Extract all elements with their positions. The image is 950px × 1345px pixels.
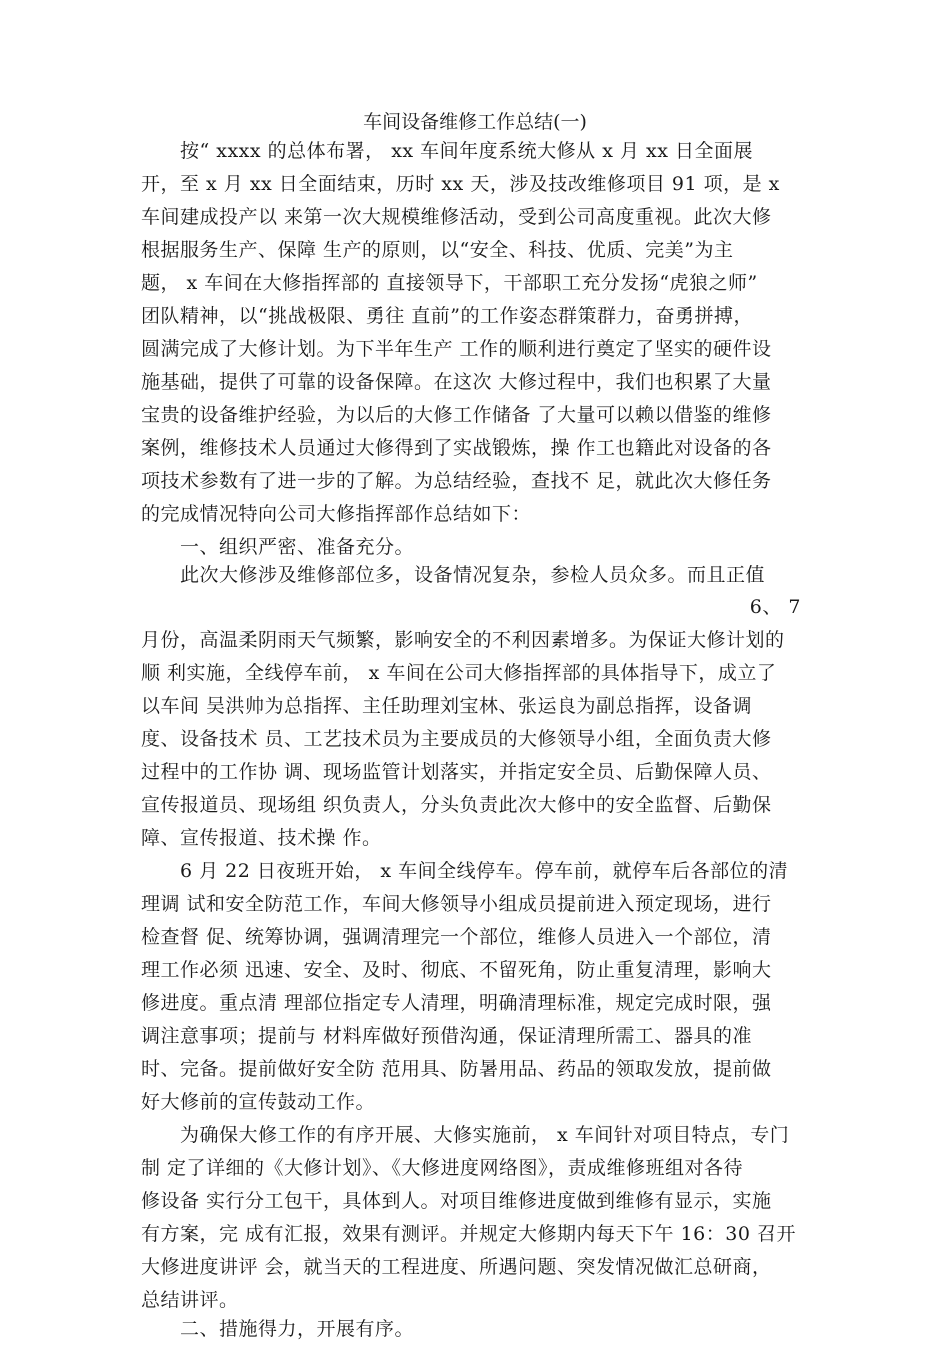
paragraph-line: 按“ xxxx 的总体布署， xx 车间年度系统大修从 x 月 xx 日全面展 <box>180 140 753 162</box>
paragraph-line: 宝贵的设备维护经验，为以后的大修工作储备 了大量可以赖以借鉴的维修 <box>141 404 772 426</box>
paragraph-line: 好大修前的宣传鼓动工作。 <box>141 1091 376 1113</box>
section-heading: 二、措施得力，开展有序。 <box>180 1318 415 1340</box>
paragraph-line: 大修进度讲评 会，就当天的工程进度、所遇问题、突发情况做汇总研商， <box>141 1256 772 1278</box>
paragraph-line: 6 月 22 日夜班开始， x 车间全线停车。停车前，就停车后各部位的清 <box>180 860 789 882</box>
paragraph-line: 理调 试和安全防范工作，车间大修领导小组成员提前进入预定现场，进行 <box>141 893 772 915</box>
paragraph-line: 调注意事项；提前与 材料库做好预借沟通，保证清理所需工、器具的准 <box>141 1025 753 1047</box>
paragraph-line: 为确保大修工作的有序开展、大修实施前， x 车间针对项目特点，专门 <box>180 1124 790 1146</box>
paragraph-line: 车间建成投产以 来第一次大规模维修活动，受到公司高度重视。此次大修 <box>141 206 772 228</box>
section-heading: 一、组织严密、准备充分。 <box>180 536 415 558</box>
paragraph-line: 修进度。重点清 理部位指定专人清理，明确清理标准，规定完成时限，强 <box>141 992 772 1014</box>
paragraph-line: 过程中的工作协 调、现场监管计划落实，并指定安全员、后勤保障人员、 <box>141 761 772 783</box>
document-title: 车间设备维修工作总结(一) <box>363 111 587 133</box>
paragraph-line: 理工作必须 迅速、安全、及时、彻底、不留死角，防止重复清理，影响大 <box>141 959 772 981</box>
paragraph-line: 顺 利实施，全线停车前， x 车间在公司大修指挥部的具体指导下，成立了 <box>141 662 777 684</box>
paragraph-line: 圆满完成了大修计划。为下半年生产 工作的顺利进行奠定了坚实的硬件设 <box>141 338 772 360</box>
paragraph-line: 时、完备。提前做好安全防 范用具、防暑用品、药品的领取发放，提前做 <box>141 1058 772 1080</box>
paragraph-line: 此次大修涉及维修部位多，设备情况复杂，参检人员众多。而且正值 <box>180 564 766 586</box>
paragraph-line: 总结讲评。 <box>141 1289 239 1311</box>
paragraph-line: 度、设备技术 员、工艺技术员为主要成员的大修领导小组，全面负责大修 <box>141 728 772 750</box>
paragraph-line: 的完成情况特向公司大修指挥部作总结如下： <box>141 503 532 525</box>
paragraph-line: 项技术参数有了进一步的了解。为总结经验，查找不 足，就此次大修任务 <box>141 470 772 492</box>
paragraph-line: 案例，维修技术人员通过大修得到了实战锻炼，操 作工也籍此对设备的各 <box>141 437 772 459</box>
paragraph-line: 检查督 促、统筹协调，强调清理完一个部位，维修人员进入一个部位，清 <box>141 926 772 948</box>
paragraph-line: 根据服务生产、保障 生产的原则，以“安全、科技、优质、完美”为主 <box>141 239 734 261</box>
paragraph-line: 制 定了详细的《大修计划》、《大修进度网络图》，责成维修班组对各待 <box>141 1157 744 1179</box>
paragraph-line: 有方案，完 成有汇报，效果有测评。并规定大修期内每天下午 16：30 召开 <box>141 1223 796 1245</box>
paragraph-line: 修设备 实行分工包干，具体到人。对项目维修进度做到维修有显示，实施 <box>141 1190 772 1212</box>
paragraph-line: 以车间 吴洪帅为总指挥、主任助理刘宝林、张运良为副总指挥，设备调 <box>141 695 753 717</box>
paragraph-line: 团队精神，以“挑战极限、勇往 直前”的工作姿态群策群力，奋勇拼搏， <box>141 305 753 327</box>
paragraph-line: 障、宣传报道、技术操 作。 <box>141 827 382 849</box>
paragraph-line: 施基础，提供了可靠的设备保障。在这次 大修过程中，我们也积累了大量 <box>141 371 772 393</box>
paragraph-line: 宣传报道员、现场组 织负责人，分头负责此次大修中的安全监督、后勤保 <box>141 794 772 816</box>
paragraph-line: 题， x 车间在大修指挥部的 直接领导下，干部职工充分发扬“虎狼之师” <box>141 272 758 294</box>
paragraph-line: 6、 7 <box>749 596 801 618</box>
paragraph-line: 开，至 x 月 xx 日全面结束，历时 xx 天，涉及技改维修项目 91 项，是 x <box>141 173 780 195</box>
paragraph-line: 月份，高温柔阴雨天气频繁，影响安全的不利因素增多。为保证大修计划的 <box>141 629 785 651</box>
